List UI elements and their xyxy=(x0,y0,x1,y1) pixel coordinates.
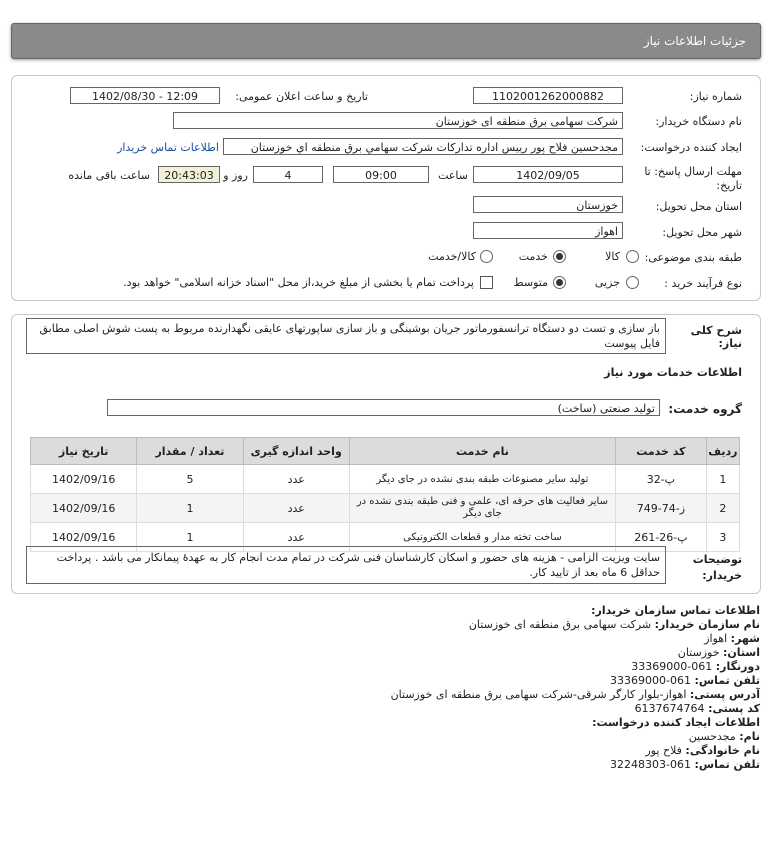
page-title: جزئیات اطلاعات نیاز xyxy=(643,34,746,48)
need-info-panel xyxy=(11,75,761,301)
col-header-name: نام خدمت xyxy=(349,438,615,465)
process-radio-medium[interactable] xyxy=(553,276,566,289)
announce-date-field: 1402/08/30 - 12:09 xyxy=(70,87,220,104)
cell-name: تولید سایر مصنوعات طبقه بندی نشده در جای دیگر xyxy=(349,465,615,494)
col-header-row: ردیف xyxy=(706,438,739,465)
process-option-medium: متوسط xyxy=(513,276,548,289)
buyer-notes-label-2: خریدار: xyxy=(702,569,742,582)
cell-row: 1 xyxy=(706,465,739,494)
description-text: باز سازی و تست دو دستگاه ترانسفورماتور جریان بوشینگی و باز سازی ساپورتهای عایقی نگهدارنده مربوط به پست شوش اصلی مطابق فایل پیوست xyxy=(39,322,660,350)
contact-section-title: اطلاعات تماس سازمان خریدار: xyxy=(591,604,760,617)
cell-name: سایر فعالیت های حرفه ای، علمی و فنی طبقه بندی نشده در جای دیگر xyxy=(349,494,615,523)
creator-label: ایجاد کننده درخواست: xyxy=(640,141,742,154)
city-field: اهواز xyxy=(473,222,623,239)
col-header-date: تاریخ نیاز xyxy=(31,438,137,465)
col-header-qty: تعداد / مقدار xyxy=(137,438,243,465)
cell-qty: 1 xyxy=(137,494,243,523)
cell-code: پ-26-261 xyxy=(615,523,706,552)
buyer-org-label: نام دستگاه خریدار: xyxy=(655,115,742,128)
cell-unit: عدد xyxy=(243,523,349,552)
deadline-label-line1: مهلت ارسال پاسخ: تا xyxy=(644,165,742,178)
province-field: خوزستان xyxy=(473,196,623,213)
creator-field: مجدحسین فلاح پور رییس اداره تداركات شركت سهامي برق منطقه اي خوزستان xyxy=(223,138,623,155)
description-label: شرح کلی نیاز: xyxy=(690,324,742,350)
days-label: روز و xyxy=(223,169,248,182)
deadline-date-field: 1402/09/05 xyxy=(473,166,623,183)
services-table xyxy=(30,437,740,552)
deadline-time-label: ساعت xyxy=(438,169,468,182)
col-header-code: کد خدمت xyxy=(615,438,706,465)
contact-phone-value: 061-33369000 xyxy=(610,674,692,687)
announce-date-label: تاریخ و ساعت اعلان عمومی: xyxy=(235,90,368,103)
buyer-contact-link[interactable]: اطلاعات تماس خریدار xyxy=(117,141,219,154)
cell-qty: 5 xyxy=(137,465,243,494)
buyer-notes-box xyxy=(26,546,666,584)
table-header-row xyxy=(31,438,740,465)
contact-fax: دورنگار: 061-33369000 xyxy=(631,660,760,673)
contact-postal: کد پستی: 6137674764 xyxy=(634,702,760,715)
cell-row: 3 xyxy=(706,523,739,552)
category-option-goods-service: کالا/خدمت xyxy=(428,250,476,263)
contact-org-value: شرکت سهامی برق منطقه ای خوزستان xyxy=(468,618,652,631)
services-section-title: اطلاعات خدمات مورد نیاز xyxy=(604,366,742,379)
creator-section-title: اطلاعات ایجاد کننده درخواست: xyxy=(592,716,760,729)
category-radio-goods[interactable] xyxy=(626,250,639,263)
contact-province: استان: خوزستان xyxy=(677,646,760,659)
treasury-payment-checkbox[interactable] xyxy=(480,276,493,289)
deadline-time-field: 09:00 xyxy=(333,166,429,183)
cell-date: 1402/09/16 xyxy=(31,494,137,523)
creator-phone-value: 061-32248303 xyxy=(610,758,692,771)
buyer-notes-label-1: توضیحات xyxy=(692,553,742,566)
contact-fax-value: 061-33369000 xyxy=(631,660,713,673)
cell-unit: عدد xyxy=(243,465,349,494)
cell-date: 1402/09/16 xyxy=(31,465,137,494)
process-option-minor: جزیی xyxy=(594,276,620,289)
contact-province-value: خوزستان xyxy=(677,646,720,659)
cell-row: 2 xyxy=(706,494,739,523)
category-radio-service[interactable] xyxy=(553,250,566,263)
creator-name-value: مجدحسین xyxy=(688,730,736,743)
table-row xyxy=(31,465,740,494)
remaining-time-label: ساعت باقی مانده xyxy=(68,169,150,182)
contact-postal-value: 6137674764 xyxy=(634,702,705,715)
days-remaining-field: 4 xyxy=(253,166,323,183)
cell-code: ز-74-749 xyxy=(615,494,706,523)
creator-name: نام: مجدحسین xyxy=(688,730,760,743)
contact-address-value: اهواز-بلوار کارگر شرقی-شرکت سهامی برق منطقه ای خوزستان xyxy=(390,688,687,701)
category-radio-goods-service[interactable] xyxy=(480,250,493,263)
city-label: شهر محل تحویل: xyxy=(662,226,742,239)
page-header xyxy=(11,23,761,59)
process-type-label: نوع فرآیند خرید : xyxy=(664,277,742,290)
cell-name: ساخت تخته مدار و قطعات الکترونیکی xyxy=(349,523,615,552)
table-row xyxy=(31,494,740,523)
cell-unit: عدد xyxy=(243,494,349,523)
creator-phone: تلفن تماس: 061-32248303 xyxy=(610,758,760,771)
service-group-field: تولید صنعتی (ساخت) xyxy=(107,399,660,416)
cell-code: پ-32 xyxy=(615,465,706,494)
description-box xyxy=(26,318,666,354)
province-label: استان محل تحویل: xyxy=(655,200,742,213)
treasury-payment-note: پرداخت تمام یا بخشی از مبلغ خرید،از محل "اسناد خزانه اسلامی" خواهد بود. xyxy=(123,276,474,289)
remaining-time-field: 20:43:03 xyxy=(158,166,220,183)
contact-city: شهر: اهواز xyxy=(704,632,760,645)
contact-city-value: اهواز xyxy=(704,632,728,645)
col-header-unit: واحد اندازه گیری xyxy=(243,438,349,465)
contact-address: آدرس پستی: اهواز-بلوار کارگر شرقی-شرکت سهامی برق منطقه ای خوزستان xyxy=(390,688,760,701)
category-label: طبقه بندی موضوعی: xyxy=(644,251,742,264)
buyer-notes-text: سایت ویزیت الزامی - هزینه های حضور و اسکان کارشناسان فنی شرکت در تمام مدت انجام کار به عهدهٔ پیمانکار می باشد . پرداخت حداقل 6 ماه بعد از تایید کار. xyxy=(56,551,660,579)
cell-date: 1402/09/16 xyxy=(31,523,137,552)
need-number-field: 1102001262000882 xyxy=(473,87,623,104)
cell-qty: 1 xyxy=(137,523,243,552)
deadline-label-line2: تاریخ: xyxy=(716,179,742,192)
category-option-service: خدمت xyxy=(518,250,548,263)
contact-org: نام سازمان خریدار: شرکت سهامی برق منطقه ای خوزستان xyxy=(468,618,760,631)
need-number-label: شماره نیاز: xyxy=(689,90,742,103)
process-radio-minor[interactable] xyxy=(626,276,639,289)
creator-family: نام خانوادگی: فلاح پور xyxy=(645,744,760,757)
creator-family-value: فلاح پور xyxy=(645,744,682,757)
service-group-label: گروه خدمت: xyxy=(668,402,742,416)
category-option-goods: کالا xyxy=(605,250,620,263)
contact-phone: تلفن تماس: 061-33369000 xyxy=(610,674,760,687)
buyer-org-field: شرکت سهامی برق منطقه ای خوزستان xyxy=(173,112,623,129)
